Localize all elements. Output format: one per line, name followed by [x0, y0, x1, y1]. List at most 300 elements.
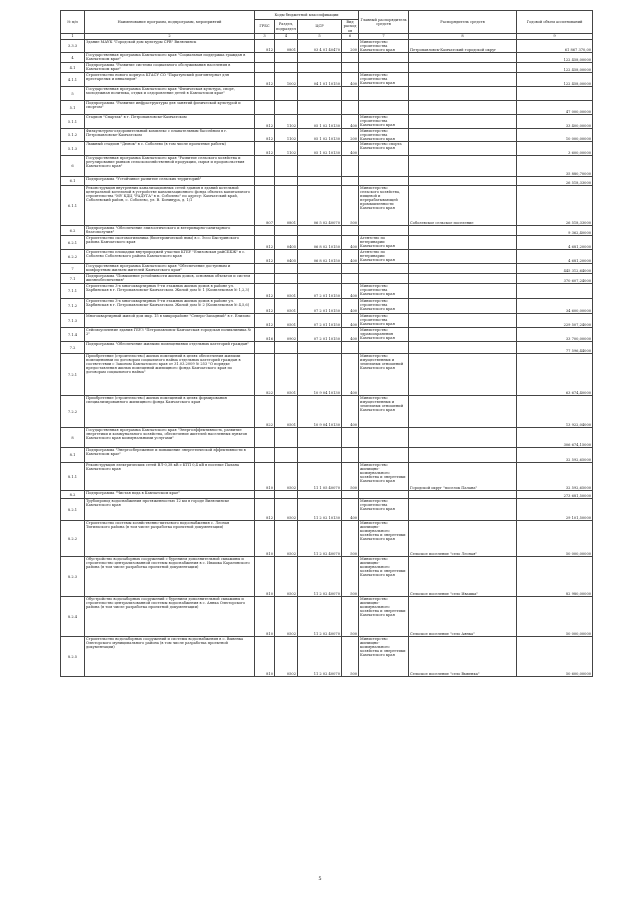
column-number: 2 — [85, 34, 255, 40]
row-section: 0502 — [275, 463, 298, 491]
row-csr: 07 2 01 10150 — [298, 328, 342, 342]
row-name: Здание МАУК "Городской дом культуры СРВ" Вилючинск — [85, 40, 255, 53]
row-num: 7 — [61, 264, 85, 274]
row-grbs: 810 — [255, 521, 275, 557]
row-admin: Министерство строительства Камчатского края — [359, 314, 409, 328]
row-total: 4 681,20000 — [517, 250, 593, 264]
row-grbs: 812 — [255, 40, 275, 53]
row-section: 0501 — [275, 284, 298, 299]
row-section: 1102 — [275, 115, 298, 129]
row-admin: Министерство жилищно-коммунального хозяйства и энергетики Камчатского края — [359, 597, 409, 637]
row-admin — [359, 448, 409, 463]
row-admin: Министерство здравоохранения Камчатского края — [359, 328, 409, 342]
table-row — [61, 328, 593, 342]
table-row — [61, 156, 593, 177]
row-total: 4 681,20000 — [517, 236, 593, 250]
row-vr — [342, 342, 359, 354]
row-name: Приобретение (строительство) жилых помещений в целях обеспечения жилыми помещениями по договорам социального найма отдельных категорий граждан в соответствии с Законом Камчатского края от 31.03.2009 № 253 "О порядке предоставления жилых помещений жилищного фонда Камчатского края по договорам социального найма" — [85, 354, 255, 396]
row-recipient — [409, 274, 517, 284]
table-row — [61, 491, 593, 499]
row-grbs: 812 — [255, 115, 275, 129]
row-vr: 400 — [342, 299, 359, 314]
row-recipient — [409, 63, 517, 73]
table-row — [61, 264, 593, 274]
row-num: 7.2.1 — [61, 354, 85, 396]
row-name: Государственная программа Камчатского края "Развитие сельского хозяйства и регулирование рынков сельскохозяйственной продукции, сырья и продовольствия Камчатского края" — [85, 156, 255, 177]
row-csr: 06 8 02 10150 — [298, 236, 342, 250]
row-num: 8.2.1 — [61, 499, 85, 521]
row-csr: 05 1 02 10130 — [298, 142, 342, 156]
column-number: 8 — [409, 34, 517, 40]
row-name: Реконструкция электрических сетей ВЛ-0,38 кВ с КТП 0,4 кВ в поселке Палана Камчатского края — [85, 463, 255, 491]
row-grbs — [255, 101, 275, 115]
row-recipient — [409, 226, 517, 236]
page-number: 5 — [318, 876, 322, 882]
row-name: Подпрограмма "Устойчивое развитие сельских территорий" — [85, 177, 255, 186]
row-section — [275, 274, 298, 284]
row-section: 0501 — [275, 299, 298, 314]
row-num: 7.1 — [61, 274, 85, 284]
table-row — [61, 274, 593, 284]
row-section: 0405 — [275, 250, 298, 264]
row-name: Строительство 3-х многоквартирных 9-ти этажных жилых домов в районе ул. Харбинская в г. Петропавловске-Камчатском. Жилой дом № 2 (Комплексная № 4,5,6) — [85, 299, 255, 314]
row-vr — [342, 63, 359, 73]
row-section — [275, 156, 298, 177]
row-csr — [298, 53, 342, 63]
row-admin — [359, 274, 409, 284]
row-section: 0801 — [275, 40, 298, 53]
row-total: 50 600,00000 — [517, 637, 593, 677]
header-num: № п/п — [61, 11, 85, 34]
row-vr — [342, 428, 359, 448]
row-grbs: 812 — [255, 314, 275, 328]
row-admin: Министерство строительства Камчатского края — [359, 115, 409, 129]
row-grbs — [255, 53, 275, 63]
row-section — [275, 53, 298, 63]
table-row — [61, 87, 593, 101]
row-name: Государственная программа Камчатского края "Социальная поддержка граждан в Камчатском крае" — [85, 53, 255, 63]
column-number: 3 — [255, 34, 275, 40]
row-name: Многоквартирный жилой дом мкр. 15 в микрорайоне "Северо-Западный" в г. Елизово — [85, 314, 255, 328]
row-total — [517, 87, 593, 101]
row-grbs: 812 — [255, 129, 275, 142]
row-name: Реконструкция внутренних канализационных сетей здания в зданий котельной центральной котельной в устройстве канализационного фонда объекта капитального строительства "МУ КДЦ "РАДУГА" в п. Соболево" по адресу: Камчатский край, Соболевский район, с. Соболево, ул. В. Бонивура, д. 1/1 — [85, 186, 255, 226]
row-section: 0902 — [275, 328, 298, 342]
row-num: 8.2.5 — [61, 637, 85, 677]
header-name: Наименование программ, подпрограмм, мероприятий — [85, 11, 255, 34]
row-num: 4.1.1 — [61, 73, 85, 87]
table-row — [61, 115, 593, 129]
row-recipient — [409, 53, 517, 63]
row-total: 61 867 370,00 — [517, 40, 593, 53]
table-row — [61, 142, 593, 156]
row-name: Государственная программа Камчатского края "Физическая культура, спорт, молодежная политика, отдых и оздоровление детей в Камчатском крае" — [85, 87, 255, 101]
row-grbs — [255, 491, 275, 499]
row-vr: 400 — [342, 314, 359, 328]
table-row — [61, 521, 593, 557]
row-section — [275, 342, 298, 354]
row-name: Строительство 3-х многоквартирных 9-ти этажных жилых домов в районе ул. Харбинская в г. Петропавловске-Камчатском. Жилой дом № 1 (Комплексная № 1,2,3) — [85, 284, 255, 299]
row-num: 8.1 — [61, 448, 85, 463]
row-num: 6.2.2 — [61, 250, 85, 264]
row-recipient: Сельское поселение "село Вывенка" — [409, 637, 517, 677]
row-total: 34 600,00000 — [517, 299, 593, 314]
row-num: 6 — [61, 156, 85, 177]
row-vr: 500 — [342, 186, 359, 226]
row-total: 29 101,50000 — [517, 499, 593, 521]
row-name: Строительство системы хозяйственно-питьевого водоснабжения с. Лесная Тигильского района (в том числе разработка проектной документации) — [85, 521, 255, 557]
row-grbs — [255, 264, 275, 274]
row-grbs: 812 — [255, 250, 275, 264]
row-total: 273 681,50000 — [517, 491, 593, 499]
row-section: 0501 — [275, 354, 298, 396]
budget-table — [60, 10, 593, 677]
row-vr — [342, 264, 359, 274]
row-total: 32 592,65000 — [517, 463, 593, 491]
row-recipient — [409, 328, 517, 342]
row-recipient: Городской округ "поселок Палана" — [409, 463, 517, 491]
row-vr — [342, 53, 359, 63]
row-section: 0502 — [275, 637, 298, 677]
row-name: Лыжный стадион "Дюнок" в с. Соболево (в том числе проектные работы) — [85, 142, 255, 156]
row-num: 6.1.1 — [61, 186, 85, 226]
row-vr — [342, 274, 359, 284]
row-name: Государственная программа Камчатского края "Энергоэффективность, развитие энергетики и коммунального хозяйства, обеспечение жителей населенных пунктов Камчатского края коммунальными услугами" — [85, 428, 255, 448]
row-csr — [298, 156, 342, 177]
row-num: 6.1 — [61, 177, 85, 186]
row-grbs — [255, 226, 275, 236]
row-total: 122 458,00000 — [517, 53, 593, 63]
row-admin — [359, 156, 409, 177]
header-total: Годовой объем ассигнований — [517, 11, 593, 34]
header-csr: ЦСР — [298, 20, 342, 34]
row-recipient — [409, 448, 517, 463]
row-admin: Министерство строительства Камчатского края — [359, 284, 409, 299]
row-name: Строительство скотомогильника (биотермической ямы) в с. Эссо Быстринского района Камчатского края — [85, 236, 255, 250]
row-vr: 200 — [342, 129, 359, 142]
table-row — [61, 101, 593, 115]
row-grbs: 812 — [255, 299, 275, 314]
row-csr: 04 1 01 10150 — [298, 73, 342, 87]
row-vr: 500 — [342, 557, 359, 597]
row-admin: Министерство спорта Камчатского края — [359, 142, 409, 156]
header-recipient: Распорядитель средств — [409, 11, 517, 34]
row-recipient — [409, 396, 517, 428]
row-recipient: Сельское поселение "село Лесная" — [409, 521, 517, 557]
row-num: 8 — [61, 428, 85, 448]
row-name: Стадион "Спартак" в г. Петропавловске-Камчатском — [85, 115, 255, 129]
header-grbs: ГРБС — [255, 20, 275, 34]
table-row — [61, 73, 593, 87]
table-row — [61, 299, 593, 314]
row-recipient — [409, 250, 517, 264]
row-vr: 500 — [342, 597, 359, 637]
row-csr — [298, 491, 342, 499]
row-csr: 07 2 01 10150 — [298, 299, 342, 314]
row-section — [275, 177, 298, 186]
header-admin: Главный распорядитель средств — [359, 11, 409, 34]
column-number: 5 — [298, 34, 342, 40]
table-row — [61, 129, 593, 142]
row-total: 13 922,04000 — [517, 396, 593, 428]
table-row — [61, 314, 593, 328]
row-admin: Министерство имущественных и земельных отношений Камчатского края — [359, 354, 409, 396]
table-row — [61, 284, 593, 299]
row-csr — [298, 87, 342, 101]
row-recipient — [409, 428, 517, 448]
row-grbs — [255, 274, 275, 284]
row-name: Обустройство водозаборных сооружений с бурением дополнительной скважины и строительство централизованной системы водоснабжения в с. Ивашка Карагинского района (в том числе разработка проектной документации) — [85, 557, 255, 597]
column-number: 9 — [517, 34, 593, 40]
row-vr — [342, 491, 359, 499]
column-number: 4 — [275, 34, 298, 40]
row-grbs — [255, 342, 275, 354]
row-admin: Министерство строительства Камчатского края — [359, 499, 409, 521]
row-section: 1002 — [275, 73, 298, 87]
row-total: 26 518,33000 — [517, 177, 593, 186]
row-total: 33 400,00000 — [517, 115, 593, 129]
row-admin: Министерство жилищно-коммунального хозяйства и энергетики Камчатского края — [359, 557, 409, 597]
row-num: 4 — [61, 53, 85, 63]
table-row — [61, 40, 593, 53]
row-admin — [359, 177, 409, 186]
row-recipient — [409, 264, 517, 274]
row-name: Сейсмоусиление здания ГБУЗ "Петропавловск-Камчатская городская поликлиника № 2" — [85, 328, 255, 342]
row-vr — [342, 177, 359, 186]
row-num: 8.2.2 — [61, 521, 85, 557]
row-admin: Министерство строительства Камчатского края — [359, 73, 409, 87]
row-admin — [359, 101, 409, 115]
row-recipient — [409, 156, 517, 177]
row-admin: Министерство сельского хозяйства, пищевой и перерабатывающей промышленности Камчатского края — [359, 186, 409, 226]
row-num: 7.1.3 — [61, 314, 85, 328]
row-num: 7.1.2 — [61, 299, 85, 314]
row-recipient — [409, 499, 517, 521]
row-vr — [342, 101, 359, 115]
row-vr: 400 — [342, 499, 359, 521]
row-vr: 400 — [342, 236, 359, 250]
row-admin — [359, 226, 409, 236]
row-admin: Министерство строительства Камчатского края — [359, 40, 409, 53]
row-csr — [298, 428, 342, 448]
row-name: Государственная программа Камчатского края "Обеспечение доступным и комфортным жильем жителей Камчатского края" — [85, 264, 255, 274]
row-recipient: Соболевское сельское поселение — [409, 186, 517, 226]
row-num: 5.1 — [61, 101, 85, 115]
row-section: 0501 — [275, 396, 298, 428]
row-recipient — [409, 142, 517, 156]
row-grbs: 810 — [255, 463, 275, 491]
row-section: 0405 — [275, 236, 298, 250]
row-grbs — [255, 156, 275, 177]
row-csr: 11 2 02 40070 — [298, 637, 342, 677]
row-vr: 400 — [342, 73, 359, 87]
row-num: 7.1.4 — [61, 328, 85, 342]
row-grbs: 810 — [255, 557, 275, 597]
row-vr: 200 — [342, 40, 359, 53]
row-recipient — [409, 299, 517, 314]
row-section: 1102 — [275, 129, 298, 142]
row-total: 26 518,33000 — [517, 186, 593, 226]
row-recipient — [409, 491, 517, 499]
row-vr: 500 — [342, 521, 359, 557]
row-num: 5.1.1 — [61, 115, 85, 129]
row-csr: 03 4 01 40470 — [298, 40, 342, 53]
row-csr: 06 8 02 10150 — [298, 250, 342, 264]
table-row — [61, 637, 593, 677]
row-name: Подпрограмма "Развитие системы социального обслуживания населения в Камчатском крае" — [85, 63, 255, 73]
row-total: 370 607,24000 — [517, 274, 593, 284]
row-grbs — [255, 448, 275, 463]
row-csr — [298, 274, 342, 284]
table-row — [61, 53, 593, 63]
table-row — [61, 396, 593, 428]
row-num: 8.2.3 — [61, 557, 85, 597]
row-recipient — [409, 354, 517, 396]
row-recipient — [409, 314, 517, 328]
row-admin: Агентство по ветеринарии Камчатского края — [359, 250, 409, 264]
row-csr: 07 2 01 10150 — [298, 314, 342, 328]
row-recipient — [409, 101, 517, 115]
row-csr: 07 2 01 10150 — [298, 284, 342, 299]
row-name: Строительство площадки внутрироджей участки КГБУ "Елизовская райСББЖ" в с. Соболево Соболевского района Камчатского края — [85, 250, 255, 264]
row-name: Трубопровод водоснабжения протяженностью 12 км в городе Вилючинске Камчатского края — [85, 499, 255, 521]
row-csr: 11 1 05 40070 — [298, 463, 342, 491]
row-grbs: 812 — [255, 142, 275, 156]
row-csr: 05 1 02 10130 — [298, 115, 342, 129]
row-section: 0501 — [275, 314, 298, 328]
row-total: 10 000,00000 — [517, 129, 593, 142]
row-admin: Министерство имущественных и земельных отношений Камчатского края — [359, 396, 409, 428]
row-csr — [298, 264, 342, 274]
row-total: 47 000,00000 — [517, 101, 593, 115]
row-vr: 400 — [342, 142, 359, 156]
row-admin: Министерство жилищно-коммунального хозяйства и энергетики Камчатского края — [359, 637, 409, 677]
row-name: Подпрограмма "Обеспечение эпизоотического и ветеринарно-санитарного благополучия" — [85, 226, 255, 236]
row-vr: 400 — [342, 396, 359, 428]
row-csr: 11 2 02 40070 — [298, 597, 342, 637]
row-section: 0502 — [275, 597, 298, 637]
row-section — [275, 63, 298, 73]
row-admin: Министерство жилищно-коммунального хозяйства и энергетики Камчатского края — [359, 463, 409, 491]
row-recipient: Петропавловск-Камчатский городской округ — [409, 40, 517, 53]
row-name: Подпрограмма "Развитие инфраструктуры для занятий физической культурой и спортом" — [85, 101, 255, 115]
row-grbs: 822 — [255, 396, 275, 428]
row-admin — [359, 264, 409, 274]
row-section — [275, 226, 298, 236]
row-vr: 500 — [342, 463, 359, 491]
row-vr: 400 — [342, 284, 359, 299]
row-admin — [359, 428, 409, 448]
row-vr: 400 — [342, 354, 359, 396]
row-csr: 11 2 02 10130 — [298, 499, 342, 521]
row-num: 8.1.1 — [61, 463, 85, 491]
row-admin — [359, 491, 409, 499]
row-num: 8.2 — [61, 491, 85, 499]
row-recipient: Сельское поселение "село Аянка" — [409, 597, 517, 637]
row-name: Подпрограмма "Обеспечение жилыми помещениями отдельных категорий граждан" — [85, 342, 255, 354]
row-total: 50 000,00000 — [517, 521, 593, 557]
row-grbs: 810 — [255, 597, 275, 637]
table-row — [61, 63, 593, 73]
row-section — [275, 101, 298, 115]
row-num: 5.1.2 — [61, 129, 85, 142]
row-section — [275, 264, 298, 274]
row-grbs: 812 — [255, 284, 275, 299]
row-section: 1102 — [275, 142, 298, 156]
row-csr — [298, 226, 342, 236]
row-grbs — [255, 177, 275, 186]
header-section: Раздел, подраздел — [275, 20, 298, 34]
row-total: 50 000,00000 — [517, 597, 593, 637]
row-total: 82 980,00000 — [517, 557, 593, 597]
row-vr — [342, 448, 359, 463]
row-recipient: Сельское поселение "село Ивашка" — [409, 557, 517, 597]
row-admin — [359, 53, 409, 63]
table-row — [61, 186, 593, 226]
row-total: 33 700,00000 — [517, 328, 593, 342]
row-num: 7.2.2 — [61, 396, 85, 428]
row-csr: 11 2 02 40070 — [298, 521, 342, 557]
row-num: 7.2 — [61, 342, 85, 354]
row-name: Подпрограмма "Повышение устойчивости жилых домов, основных объектов и систем жизнеобеспечения" — [85, 274, 255, 284]
row-csr: 10 9 04 10130 — [298, 354, 342, 396]
row-grbs: 810 — [255, 637, 275, 677]
row-section: 0801 — [275, 186, 298, 226]
row-vr: 400 — [342, 328, 359, 342]
row-name: Физкультурно-оздоровительный комплекс с плавательным бассейном в г. Петропавловске-Камчатском — [85, 129, 255, 142]
row-recipient — [409, 87, 517, 101]
row-total: 306 674,15000 — [517, 428, 593, 448]
table-row — [61, 463, 593, 491]
row-recipient — [409, 342, 517, 354]
row-num: 6.2.1 — [61, 236, 85, 250]
row-admin — [359, 342, 409, 354]
row-recipient — [409, 115, 517, 129]
row-vr: 500 — [342, 637, 359, 677]
column-number: 6 — [342, 34, 359, 40]
row-num: 6.2 — [61, 226, 85, 236]
row-name: Строительство нового корпуса КГАСУ СО "Паратунский дом-интернат для престарелых и инвалидов" — [85, 73, 255, 87]
table-row — [61, 428, 593, 448]
table-row — [61, 177, 593, 186]
row-total: 122 458,00000 — [517, 63, 593, 73]
row-total: 32 592,65000 — [517, 448, 593, 463]
row-csr: 06 5 02 40070 — [298, 186, 342, 226]
row-grbs: 812 — [255, 236, 275, 250]
row-csr — [298, 177, 342, 186]
row-recipient — [409, 73, 517, 87]
row-total: 3 600,00000 — [517, 142, 593, 156]
row-admin: Министерство жилищно-коммунального хозяйства и энергетики Камчатского края — [359, 521, 409, 557]
row-name: Подпрограмма "Чистая вода в Камчатском крае" — [85, 491, 255, 499]
row-total: 9 362,40000 — [517, 226, 593, 236]
row-num: 3.3.3 — [61, 40, 85, 53]
row-recipient — [409, 284, 517, 299]
header-vr: Вид расходов — [342, 20, 359, 34]
table-row — [61, 597, 593, 637]
table-row — [61, 354, 593, 396]
row-admin — [359, 63, 409, 73]
row-grbs: 822 — [255, 354, 275, 396]
row-total — [517, 284, 593, 299]
row-admin: Министерство строительства Камчатского края — [359, 299, 409, 314]
row-grbs — [255, 63, 275, 73]
table-row — [61, 499, 593, 521]
row-num: 5 — [61, 87, 85, 101]
row-recipient — [409, 236, 517, 250]
row-total: 122 458,00000 — [517, 73, 593, 87]
row-section — [275, 428, 298, 448]
